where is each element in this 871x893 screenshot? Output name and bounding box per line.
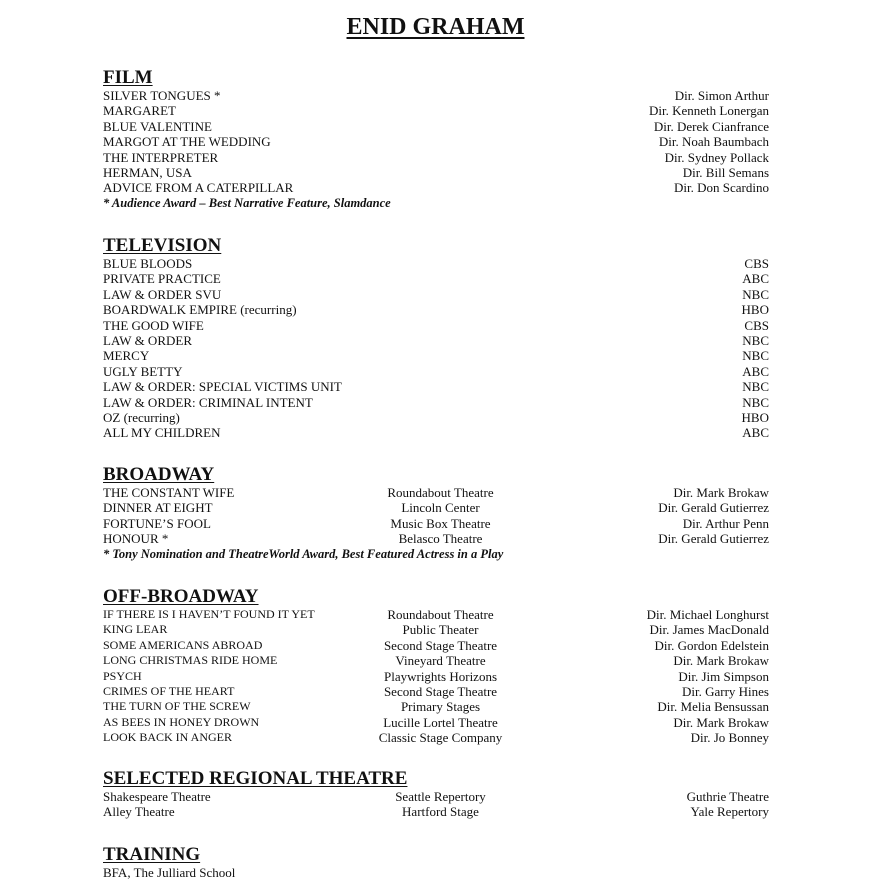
off-broadway-title: KING LEAR: [103, 622, 168, 637]
off-broadway-title: AS BEES IN HONEY DROWN: [103, 714, 260, 729]
broadway-venue: Lincoln Center: [401, 500, 480, 516]
tv-row: [103, 271, 769, 286]
tv-network: NBC: [742, 348, 769, 364]
section-heading-film: FILM: [103, 67, 153, 88]
off-broadway-row: [103, 638, 769, 653]
regional-section: [103, 769, 769, 820]
off-broadway-venue: Public Theater: [402, 622, 479, 638]
off-broadway-row: [103, 730, 769, 745]
regional-theatre: Hartford Stage: [402, 804, 479, 820]
film-row: [103, 134, 769, 149]
section-heading-television: TELEVISION: [103, 235, 222, 256]
tv-title: LAW & ORDER: SPECIAL VICTIMS UNIT: [103, 379, 342, 395]
off-broadway-director: Dir. James MacDonald: [649, 622, 769, 638]
film-director: Dir. Don Scardino: [674, 180, 769, 196]
television-section: [103, 236, 769, 441]
film-row: [103, 180, 769, 195]
film-director: Dir. Simon Arthur: [674, 88, 769, 103]
tv-title: THE GOOD WIFE: [103, 317, 204, 333]
tv-title: LAW & ORDER: CRIMINAL INTENT: [103, 394, 313, 410]
off-broadway-row: [103, 715, 769, 730]
film-award-note: * Audience Award – Best Narrative Feature, Slamdance: [103, 195, 391, 210]
film-row: [103, 103, 769, 118]
off-broadway-director: Dir. Garry Hines: [681, 683, 769, 699]
tv-title: PRIVATE PRACTICE: [103, 271, 221, 287]
tv-network: NBC: [742, 332, 769, 348]
tv-row: [103, 395, 769, 410]
off-broadway-row: [103, 653, 769, 668]
off-broadway-row: [103, 699, 769, 714]
film-director: Dir. Sydney Pollack: [664, 149, 769, 165]
tv-row: [103, 256, 769, 271]
tv-network: HBO: [741, 302, 769, 318]
off-broadway-venue: Second Stage Theatre: [383, 637, 498, 653]
film-title: ADVICE FROM A CATERPILLAR: [103, 180, 294, 196]
film-row: [103, 150, 769, 165]
film-title: HERMAN, USA: [103, 164, 192, 180]
off-broadway-title: THE TURN OF THE SCREW: [103, 699, 251, 714]
tv-row: [103, 425, 769, 440]
regional-theatre: Shakespeare Theatre: [103, 789, 211, 804]
section-heading-off-broadway: OFF-BROADWAY: [103, 586, 259, 607]
tv-title: LAW & ORDER: [103, 332, 192, 348]
off-broadway-director: Dir. Jim Simpson: [678, 668, 769, 684]
broadway-director: Dir. Mark Brokaw: [673, 485, 769, 500]
off-broadway-director: Dir. Michael Longhurst: [646, 607, 769, 622]
off-broadway-director: Dir. Jo Bonney: [690, 730, 769, 746]
tv-title: BOARDWALK EMPIRE (recurring): [103, 302, 297, 318]
film-row: [103, 165, 769, 180]
off-broadway-venue: Roundabout Theatre: [387, 607, 494, 622]
tv-row: [103, 379, 769, 394]
tv-network: NBC: [742, 394, 769, 410]
off-broadway-venue: Lucille Lortel Theatre: [383, 714, 498, 730]
tv-network: NBC: [742, 286, 769, 302]
broadway-venue: Belasco Theatre: [398, 531, 483, 547]
off-broadway-title: IF THERE IS I HAVEN’T FOUND IT YET: [103, 607, 315, 621]
broadway-title: HONOUR *: [103, 531, 169, 547]
tv-row: [103, 287, 769, 302]
film-director: Dir. Derek Cianfrance: [653, 118, 769, 134]
tv-title: LAW & ORDER SVU: [103, 286, 222, 302]
regional-theatre: Seattle Repertory: [395, 789, 486, 804]
off-broadway-director: Dir. Mark Brokaw: [673, 714, 769, 730]
tv-network: ABC: [742, 271, 769, 287]
off-broadway-row: [103, 622, 769, 637]
name-text: ENID GRAHAM: [346, 14, 525, 40]
broadway-title: FORTUNE’S FOOL: [103, 515, 211, 531]
tv-title: ALL MY CHILDREN: [103, 425, 221, 441]
tv-row: [103, 410, 769, 425]
off-broadway-title: LONG CHRISTMAS RIDE HOME: [103, 653, 278, 668]
tv-row: [103, 348, 769, 363]
tv-title: MERCY: [103, 348, 150, 364]
section-heading-training: TRAINING: [103, 844, 201, 865]
broadway-row: [103, 516, 769, 531]
off-broadway-title: SOME AMERICANS ABROAD: [103, 637, 263, 652]
tv-network: CBS: [744, 317, 769, 333]
off-broadway-row: [103, 684, 769, 699]
film-director: Dir. Kenneth Lonergan: [649, 103, 769, 119]
broadway-director: Dir. Gerald Gutierrez: [658, 531, 769, 547]
broadway-director: Dir. Gerald Gutierrez: [658, 500, 769, 516]
off-broadway-title: LOOK BACK IN ANGER: [103, 730, 232, 745]
broadway-row: [103, 485, 769, 500]
tv-network: NBC: [742, 379, 769, 395]
tv-title: BLUE BLOODS: [103, 256, 193, 271]
film-title: MARGOT AT THE WEDDING: [103, 134, 271, 150]
film-title: SILVER TONGUES *: [103, 88, 221, 103]
film-row: [103, 88, 769, 103]
tv-network: ABC: [742, 425, 769, 441]
off-broadway-title: PSYCH: [103, 668, 142, 683]
regional-theatre: Alley Theatre: [103, 804, 175, 820]
regional-theatre: Guthrie Theatre: [686, 789, 769, 804]
regional-row: [103, 804, 769, 819]
off-broadway-row: [103, 607, 769, 622]
tv-row: [103, 333, 769, 348]
training-section: [103, 845, 769, 880]
off-broadway-venue: Classic Stage Company: [378, 730, 503, 746]
film-title: BLUE VALENTINE: [103, 118, 212, 134]
tv-network: ABC: [742, 363, 769, 379]
tv-title: UGLY BETTY: [103, 363, 183, 379]
broadway-section: [103, 465, 769, 562]
tv-network: CBS: [744, 256, 769, 271]
training-line: BFA, The Julliard School: [103, 865, 236, 880]
broadway-venue: Music Box Theatre: [390, 515, 491, 531]
off-broadway-venue: Vineyard Theatre: [395, 653, 486, 669]
off-broadway-venue: Primary Stages: [400, 699, 481, 715]
tv-row: [103, 364, 769, 379]
regional-row: [103, 789, 769, 804]
broadway-row: [103, 500, 769, 515]
broadway-title: THE CONSTANT WIFE: [103, 485, 235, 500]
tv-network: HBO: [741, 409, 769, 425]
film-section: [103, 68, 769, 211]
page-title: [0, 12, 871, 42]
off-broadway-director: Dir. Melia Bensussan: [657, 699, 769, 715]
film-title: MARGARET: [103, 103, 176, 119]
off-broadway-row: [103, 669, 769, 684]
off-broadway-venue: Second Stage Theatre: [383, 683, 498, 699]
broadway-row: [103, 531, 769, 546]
film-row: [103, 119, 769, 134]
section-heading-broadway: BROADWAY: [103, 464, 215, 485]
off-broadway-director: Dir. Gordon Edelstein: [654, 637, 769, 653]
film-director: Dir. Noah Baumbach: [658, 134, 769, 150]
off-broadway-section: [103, 587, 769, 746]
broadway-title: DINNER AT EIGHT: [103, 500, 213, 516]
broadway-venue: Roundabout Theatre: [387, 485, 494, 500]
tv-row: [103, 302, 769, 317]
off-broadway-director: Dir. Mark Brokaw: [673, 653, 769, 669]
broadway-award-note: * Tony Nomination and TheatreWorld Award, Best Featured Actress in a Play: [103, 546, 504, 561]
film-title: THE INTERPRETER: [103, 149, 219, 165]
off-broadway-venue: Playwrights Horizons: [383, 668, 498, 684]
tv-row: [103, 318, 769, 333]
off-broadway-title: CRIMES OF THE HEART: [103, 683, 235, 698]
regional-theatre: Yale Repertory: [690, 804, 769, 820]
tv-title: OZ (recurring): [103, 409, 180, 425]
broadway-director: Dir. Arthur Penn: [682, 515, 769, 531]
film-director: Dir. Bill Semans: [682, 164, 769, 180]
section-heading-regional: SELECTED REGIONAL THEATRE: [103, 768, 408, 789]
